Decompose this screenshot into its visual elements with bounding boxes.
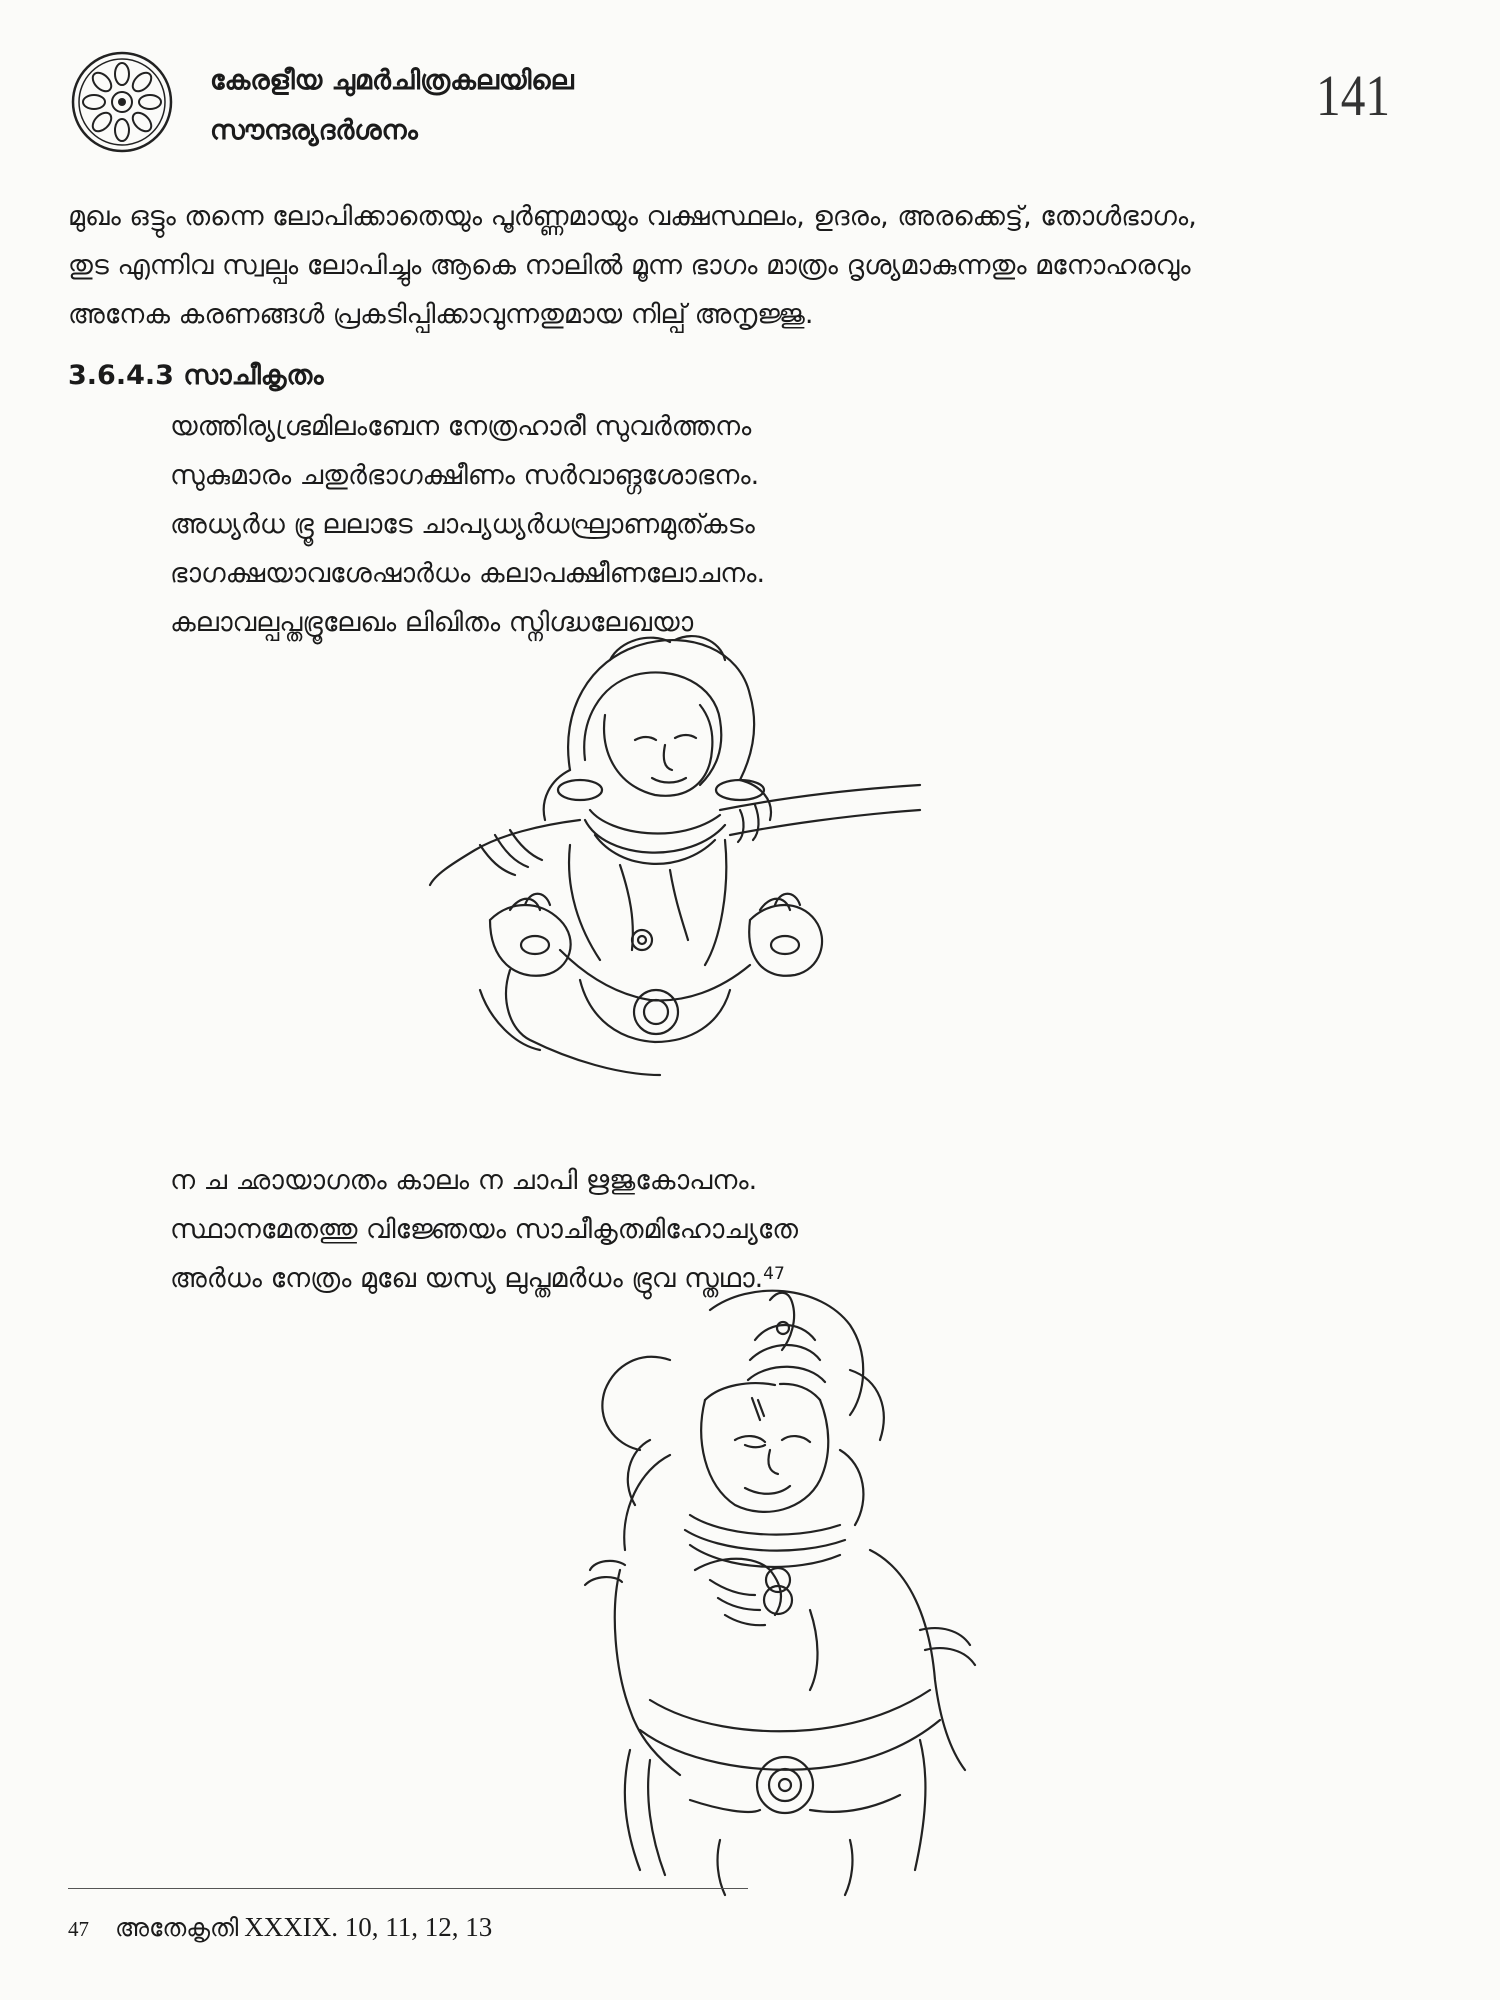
footnote-number: 47 xyxy=(68,1917,89,1941)
verse-line: ന ച ഛായാഗതം കാലം ന ചാപി ഋജുകോപനം. xyxy=(170,1165,758,1196)
verse-line: കലാവല്പപ്തഭ്രൂലേഖം ലിഖിതം സ്നിഗ്ദ്ധലേഖയാ xyxy=(170,607,694,638)
mural-figure-sketch-icon xyxy=(420,620,950,1100)
running-header-title xyxy=(210,56,574,156)
paragraph-line: അനേക കരണങ്ങൾ പ്രകടിപ്പിക്കാവുന്നതുമായ നില്പ് അനൃജ്ജു. xyxy=(68,299,814,330)
header-title-line-1: കേരളീയ ചുമർചിത്രകലയിലെ xyxy=(210,65,574,96)
verse-line: സുകുമാരം ചതുർഭാഗക്ഷീണം സർവാങ്ഗശോഭനം. xyxy=(170,460,760,491)
footnote-marker[interactable]: 47 xyxy=(763,1264,785,1284)
lotus-wheel-emblem-icon xyxy=(70,50,174,154)
paragraph-line: മുഖം ഒട്ടും തന്നെ ലോപിക്കാതെയും പൂർണ്ണമായും വക്ഷസ്ഥലം, ഉദരം, അരക്കെട്ട്, തോൾഭാഗം, xyxy=(68,201,1197,232)
verse-block-1 xyxy=(170,402,765,647)
verse-line: അധ്യർധ ഭ്രൂ ലലാടേ ചാപ്യധ്യർധഘ്രാണമുത്കടം xyxy=(170,509,755,540)
body-paragraph xyxy=(68,192,1418,339)
footnote-reference: XXXIX. 10, 11, 12, 13 xyxy=(244,1912,493,1942)
section-heading: 3.6.4.3 സാചീകൃതം xyxy=(68,360,324,391)
footnote xyxy=(68,1912,492,1943)
page-header xyxy=(70,50,1430,160)
header-title-line-2: സൗന്ദര്യദർശനം xyxy=(210,115,418,146)
footnote-text: അതേകൃതി xyxy=(115,1913,239,1942)
verse-line: സ്ഥാനമേതത്തു വിജ്ഞേയം സാചീകൃതമിഹോച്യതേ xyxy=(170,1214,798,1245)
verse-line: ഭാഗക്ഷയാവശേഷാർധം കലാപക്ഷീണലോചനം. xyxy=(170,558,766,589)
paragraph-line: തുട എന്നിവ സ്വല്പം ലോപിച്ചും ആകെ നാലിൽ മൂന്ന ഭാഗം മാത്രം ദൃശ്യമാകുന്നതും മനോഹരവും xyxy=(68,250,1191,281)
footnote-divider xyxy=(68,1888,748,1889)
verse-line: യത്തിര്യഗ്ഭ്രമിലംബേന നേത്രഹാരീ സുവർത്തനം xyxy=(170,411,752,442)
page-number: 141 xyxy=(1316,63,1390,128)
verse-line-text: അർധം നേത്രം മുഖേ യസ്യ ലുപ്തമർധം ഭ്രുവ സ്തഥാ. xyxy=(170,1263,764,1294)
mural-krishna-figure-sketch-icon xyxy=(520,1280,1040,1900)
